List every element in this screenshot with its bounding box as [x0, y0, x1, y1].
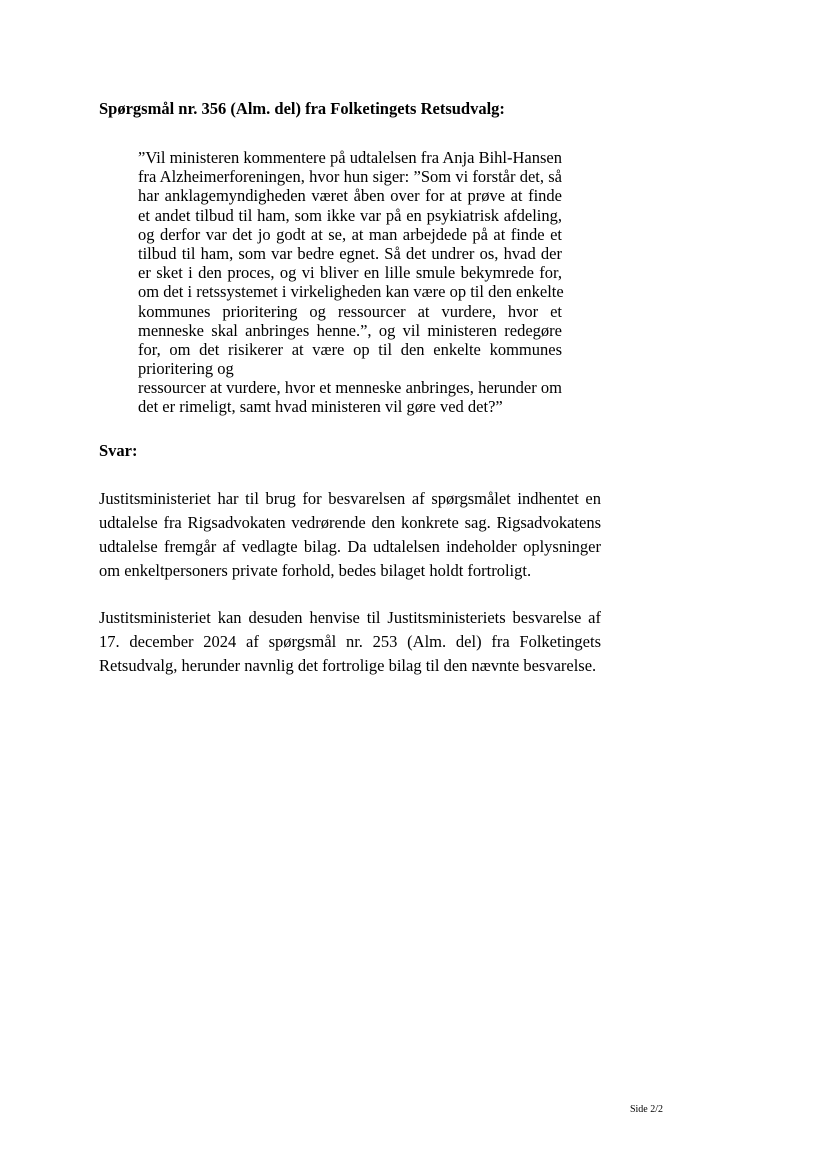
answer-line: Justitsministeriet har til brug for besvarelsen af spørgsmålet indhentet en [99, 489, 601, 508]
question-line: prioritering og [138, 359, 234, 379]
answer-line: Retsudvalg, herunder navnlig det fortrolige bilag til den nævnte besvarelse. [99, 656, 597, 675]
answer-line: om enkeltpersoners private forhold, bedes bilaget holdt fortroligt. [99, 561, 532, 580]
question-line: tilbud til ham, som var bedre egnet. Så det undrer os, hvad der [138, 243, 562, 263]
question-line: det er rimeligt, samt hvad ministeren vil gøre ved det?” [138, 397, 503, 417]
question-quote [138, 148, 562, 417]
answer-paragraph-2 [99, 606, 601, 678]
answer-line: udtalelse fra Rigsadvokaten vedrørende den konkrete sag. Rigsadvokatens [99, 513, 601, 532]
question-line: for, om det risikerer at være op til den enkelte kommunes [138, 339, 562, 359]
question-title: Spørgsmål nr. 356 (Alm. del) fra Folketingets Retsudvalg: [99, 99, 505, 118]
question-line: og derfor var det jo godt at se, at man arbejdede på at finde et [138, 224, 562, 244]
question-line: om det i retssystemet i virkeligheden kan være op til den enkelte [138, 282, 564, 302]
answer-line: Justitsministeriet kan desuden henvise til Justitsministeriets besvarelse af [99, 608, 601, 627]
answer-paragraph-1 [99, 487, 601, 583]
answer-line: 17. december 2024 af spørgsmål nr. 253 (Alm. del) fra Folketingets [99, 632, 601, 651]
question-line: fra Alzheimerforeningen, hvor hun siger: ”Som vi forstår det, så [138, 167, 562, 187]
question-line: et andet tilbud til ham, som ikke var på en psykiatrisk afdeling, [138, 205, 562, 225]
answer-heading: Svar: [99, 441, 138, 460]
question-line: ”Vil ministeren kommentere på udtalelsen fra Anja Bihl-Hansen [138, 148, 562, 167]
question-line: kommunes prioritering og ressourcer at vurdere, hvor et [138, 301, 562, 321]
page-number: Side 2/2 [629, 1104, 663, 1115]
question-line: menneske skal anbringes henne.”, og vil ministeren redegøre [138, 320, 562, 340]
question-line: er sket i den proces, og vi bliver en lille smule bekymrede for, [138, 263, 562, 283]
answer-line: udtalelse fremgår af vedlagte bilag. Da udtalelsen indeholder oplysninger [99, 537, 601, 556]
question-line: har anklagemyndigheden været åben over for at prøve at finde [138, 186, 562, 206]
question-line: ressourcer at vurdere, hvor et menneske anbringes, herunder om [138, 378, 562, 398]
